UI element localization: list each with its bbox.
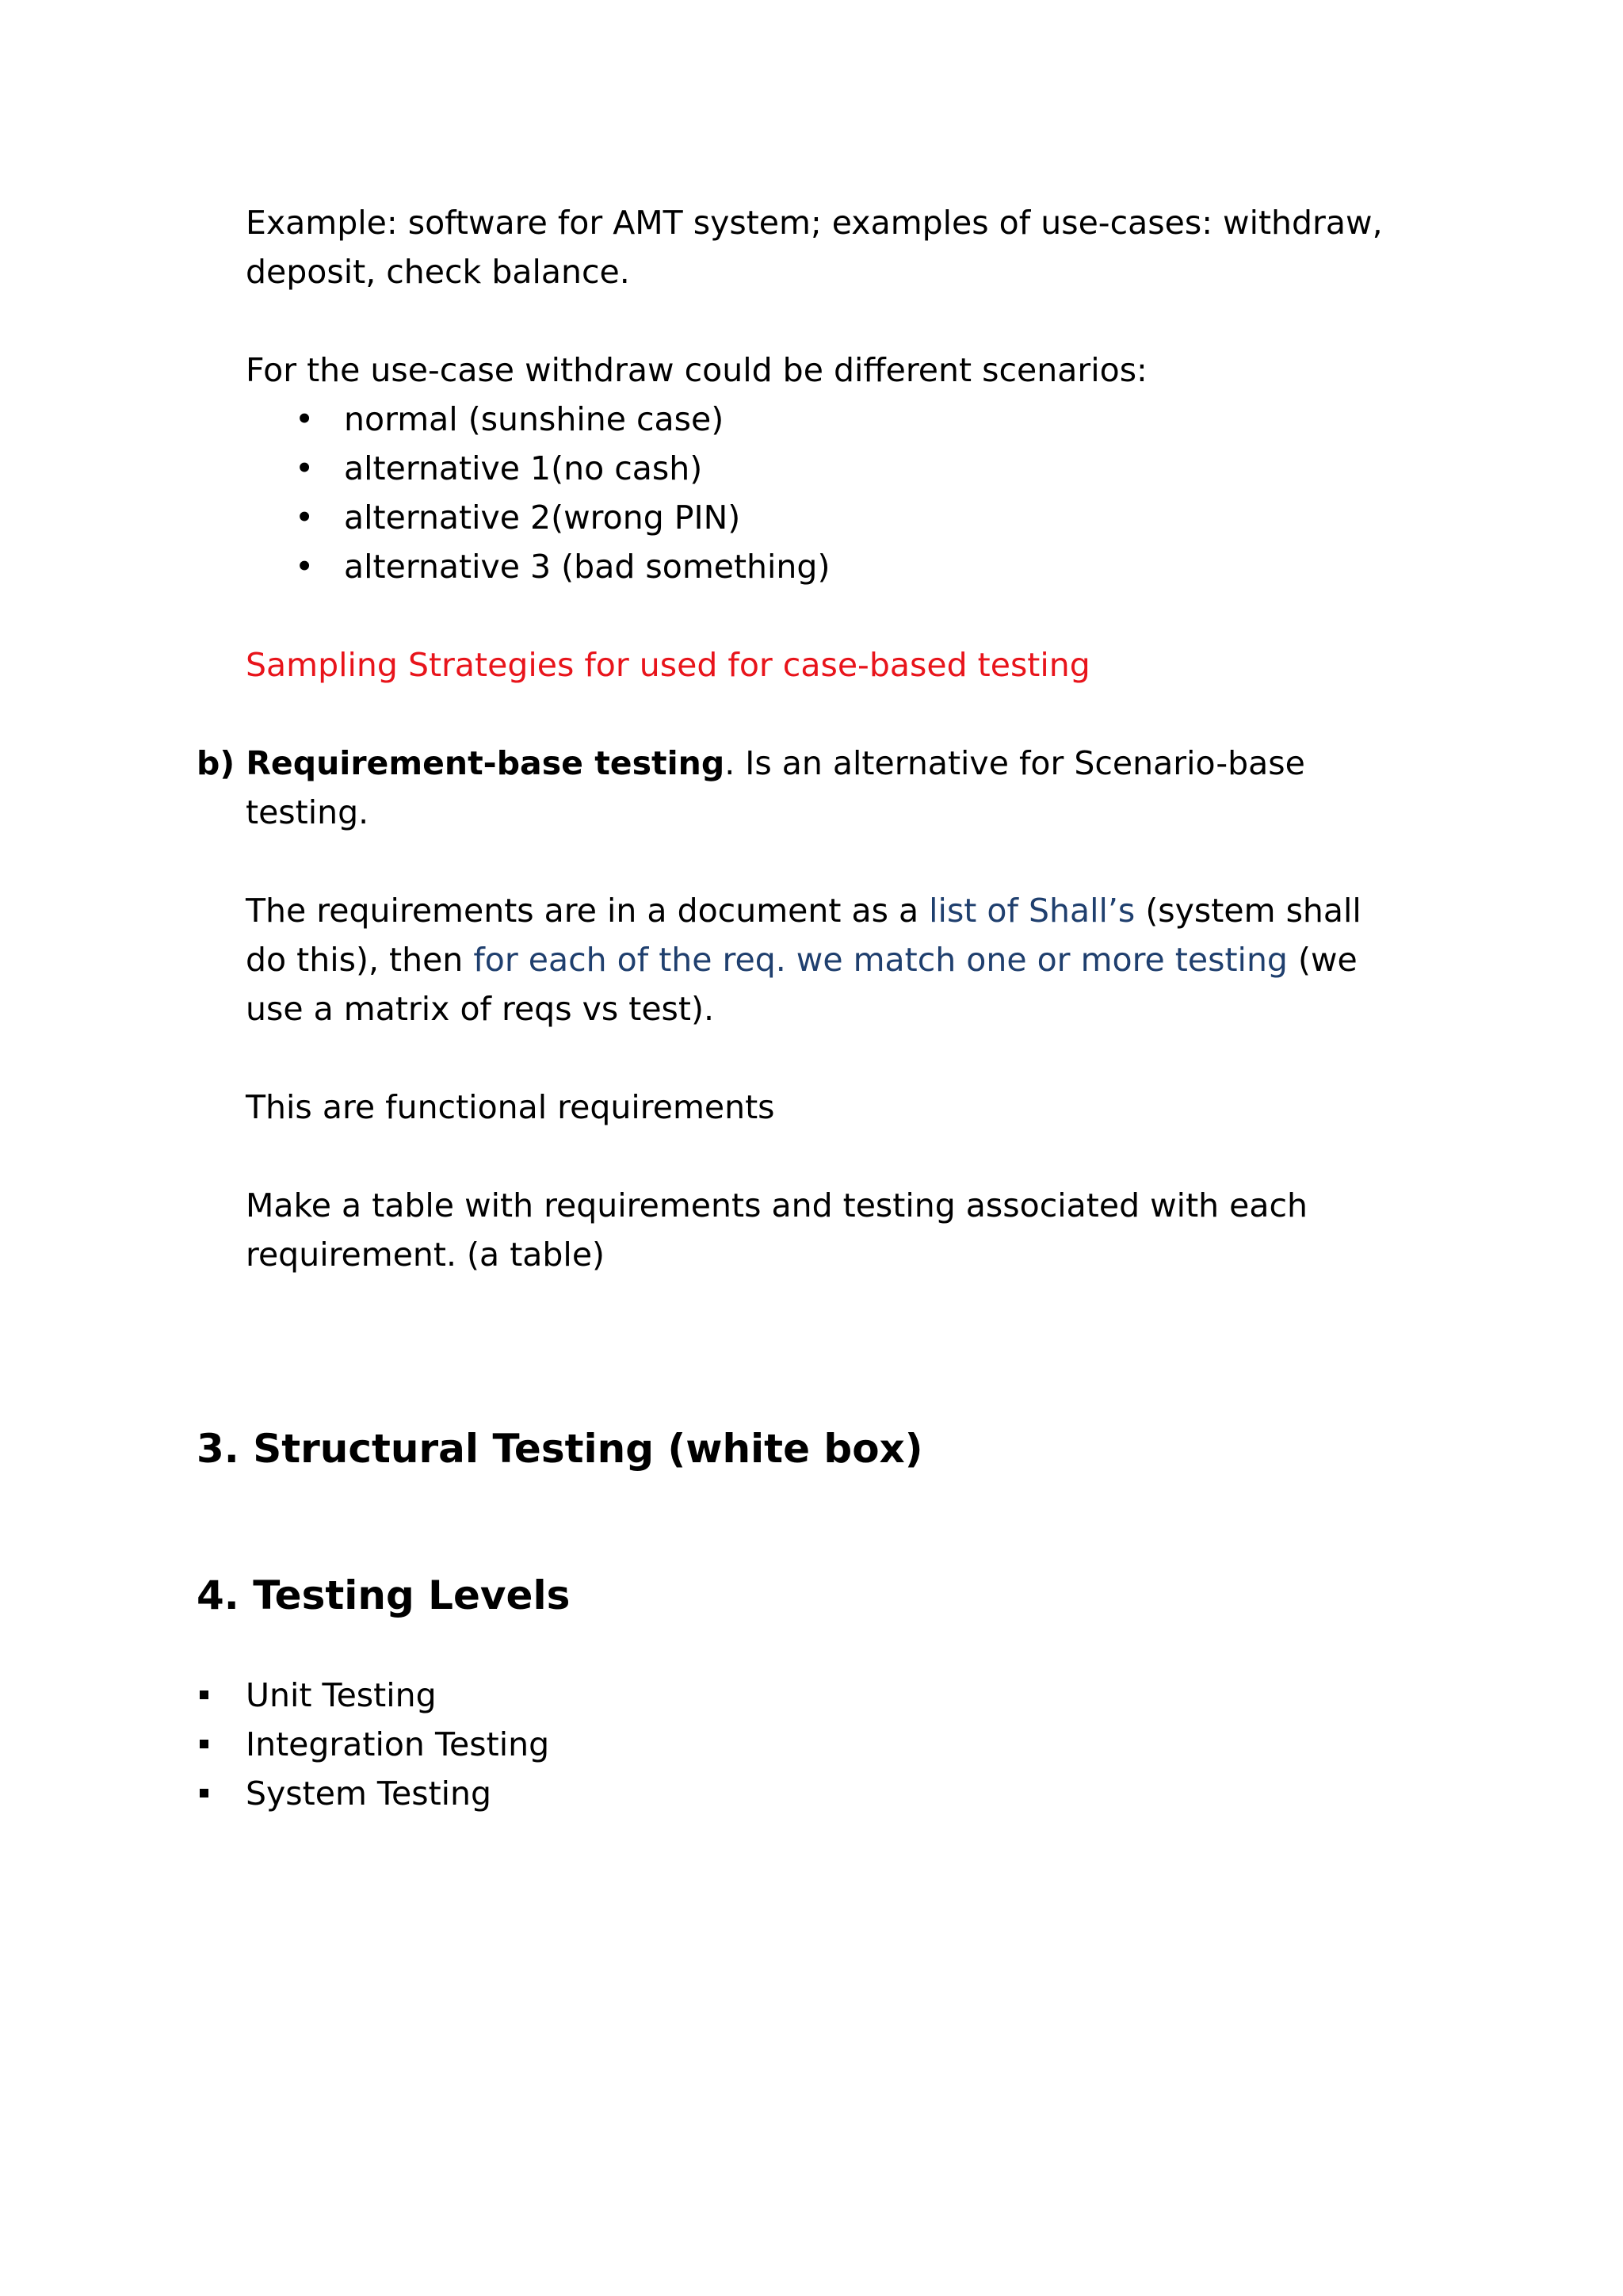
scenario-item: normal (sunshine case) (344, 400, 724, 438)
level-item: Unit Testing (246, 1676, 437, 1714)
bullet-dot-icon: • (295, 449, 315, 487)
text-span: do this), then (246, 941, 474, 979)
heading-structural-testing: 3. Structural Testing (white box) (197, 1426, 923, 1472)
example-line-1: Example: software for AMT system; examples of use-cases: withdraw, (246, 204, 1383, 242)
level-item: System Testing (246, 1775, 492, 1813)
bullet-dot-icon: • (295, 548, 315, 586)
square-bullet-icon (200, 1740, 208, 1748)
requirements-line-1 (246, 886, 1361, 935)
shalls-link: list of Shall’s (929, 892, 1136, 930)
section-b-rest: . Is an alternative for Scenario-base (724, 744, 1305, 782)
level-item: Integration Testing (246, 1725, 550, 1763)
bullet-dot-icon: • (295, 400, 315, 438)
sampling-note: Sampling Strategies for used for case-based testing (246, 646, 1090, 684)
functional-requirements-line: This are functional requirements (246, 1088, 775, 1126)
square-bullet-icon (200, 1789, 208, 1797)
scenarios-intro: For the use-case withdraw could be different scenarios: (246, 351, 1148, 389)
bullet-dot-icon: • (295, 499, 315, 537)
requirements-line-3: use a matrix of reqs vs test). (246, 990, 715, 1028)
scenario-item: alternative 3 (bad something) (344, 548, 831, 586)
scenario-item: alternative 2(wrong PIN) (344, 499, 741, 537)
text-span: (we (1287, 941, 1358, 979)
table-note-line-2: requirement. (a table) (246, 1236, 605, 1274)
example-line-2: deposit, check balance. (246, 253, 630, 291)
text-span: The requirements are in a document as a (246, 892, 930, 930)
scenario-item: alternative 1(no cash) (344, 449, 703, 487)
text-span: (system shall (1135, 892, 1361, 930)
heading-testing-levels: 4. Testing Levels (197, 1572, 571, 1618)
table-note-line-1: Make a table with requirements and testing associated with each (246, 1186, 1308, 1224)
matching-highlight: for each of the req. we match one or more testing (473, 941, 1288, 979)
requirements-line-2 (246, 935, 1358, 984)
section-b-label: b) Requirement-base testing (197, 744, 725, 782)
section-b-line-2: testing. (246, 793, 369, 831)
square-bullet-icon (200, 1690, 208, 1699)
section-b-line-1 (197, 739, 1305, 788)
